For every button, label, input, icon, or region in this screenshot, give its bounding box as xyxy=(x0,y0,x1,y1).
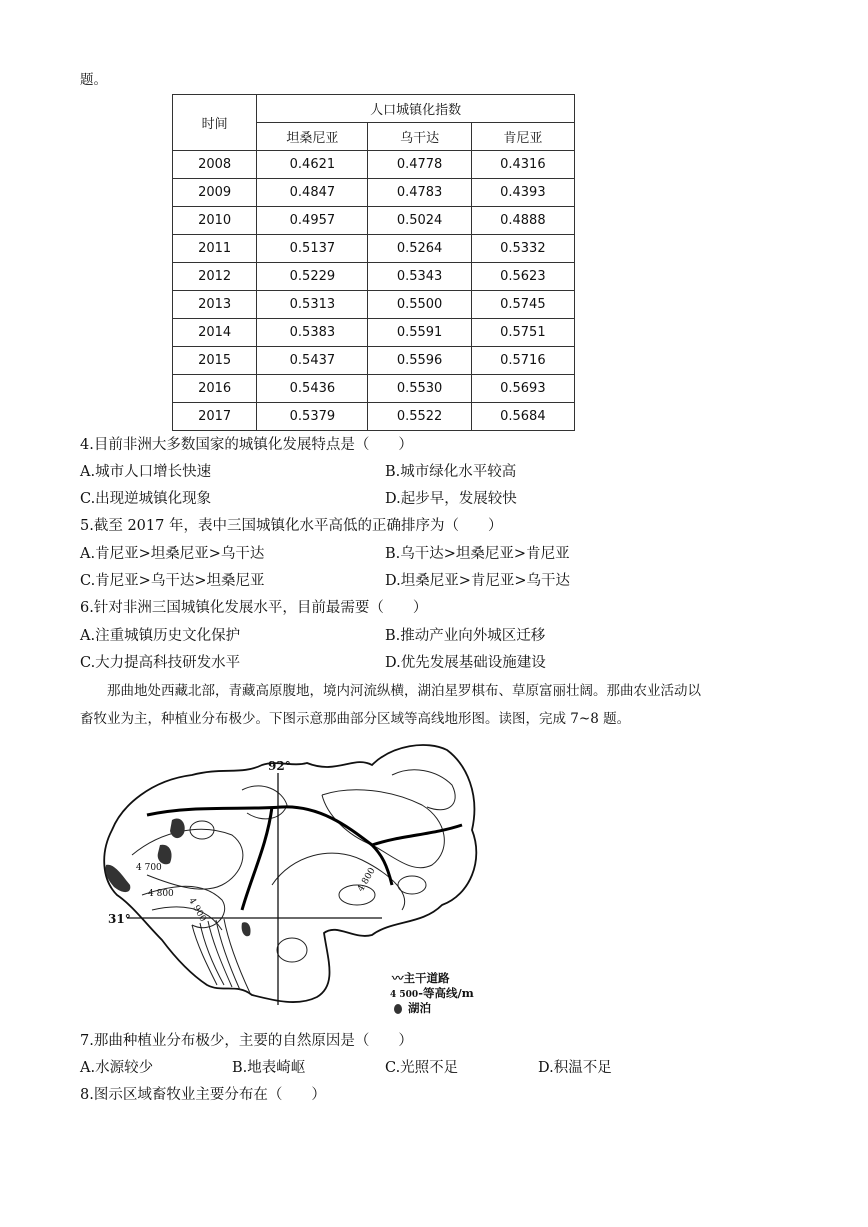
passage-line-2: 畜牧业为主，种植业分布极少。下图示意那曲部分区域等高线地形图。读图，完成 7~8 题。 xyxy=(80,711,631,727)
index-cell: 0.5684 xyxy=(471,403,574,431)
table-row xyxy=(173,179,575,207)
table-row xyxy=(173,403,575,431)
main-road xyxy=(372,825,462,845)
q4-option-a[interactable]: A.城市人口增长快速 xyxy=(80,464,212,480)
q7-option-b[interactable]: B.地表崎岖 xyxy=(232,1060,306,1076)
passage-line-1: 那曲地处西藏北部，青藏高原腹地，境内河流纵横，湖泊星罗棋布、草原富丽壮阔。那曲农业活动以 xyxy=(107,683,701,699)
index-cell: 0.5693 xyxy=(471,375,574,403)
index-cell: 0.4888 xyxy=(471,207,574,235)
table-row xyxy=(173,319,575,347)
q6-option-a[interactable]: A.注重城镇历史文化保护 xyxy=(80,628,241,644)
year-cell: 2011 xyxy=(173,235,257,263)
year-cell: 2014 xyxy=(173,319,257,347)
index-cell: 0.4316 xyxy=(471,151,574,179)
column-header: 肯尼亚 xyxy=(471,123,574,151)
table-row xyxy=(173,291,575,319)
index-cell: 0.4957 xyxy=(257,207,368,235)
year-cell: 2012 xyxy=(173,263,257,291)
contour-label: 4 900 xyxy=(186,896,208,924)
question-8-stem: 8.图示区域畜牧业主要分布在（ ） xyxy=(80,1087,326,1103)
index-cell: 0.5264 xyxy=(368,235,471,263)
question-4-stem: 4.目前非洲大多数国家的城镇化发展特点是（ ） xyxy=(80,437,413,453)
index-cell: 0.5596 xyxy=(368,347,471,375)
q6-option-c[interactable]: C.大力提高科技研发水平 xyxy=(80,655,241,671)
year-cell: 2017 xyxy=(173,403,257,431)
q5-option-c[interactable]: C.肯尼亚>乌干达>坦桑尼亚 xyxy=(80,573,265,589)
index-cell: 0.5530 xyxy=(368,375,471,403)
q6-option-d[interactable]: D.优先发展基础设施建设 xyxy=(385,655,546,671)
table-row xyxy=(173,235,575,263)
index-cell: 0.4393 xyxy=(471,179,574,207)
table-row xyxy=(173,375,575,403)
index-cell: 0.5751 xyxy=(471,319,574,347)
year-cell: 2008 xyxy=(173,151,257,179)
main-road xyxy=(242,807,272,910)
q5-option-a[interactable]: A.肯尼亚>坦桑尼亚>乌干达 xyxy=(80,546,265,562)
q7-option-c[interactable]: C.光照不足 xyxy=(385,1060,459,1076)
latitude-label: 31° xyxy=(108,912,131,926)
index-cell: 0.5024 xyxy=(368,207,471,235)
legend-lake: 湖泊 xyxy=(394,1000,431,1016)
table-row xyxy=(173,151,575,179)
year-cell: 2015 xyxy=(173,347,257,375)
year-cell: 2010 xyxy=(173,207,257,235)
index-cell: 0.5745 xyxy=(471,291,574,319)
index-cell: 0.5522 xyxy=(368,403,471,431)
index-group-header: 人口城镇化指数 xyxy=(257,95,575,123)
index-cell: 0.5591 xyxy=(368,319,471,347)
longitude-label: 92° xyxy=(268,759,291,773)
index-cell: 0.5716 xyxy=(471,347,574,375)
q6-option-b[interactable]: B.推动产业向外城区迁移 xyxy=(385,628,546,644)
q4-option-b[interactable]: B.城市绿化水平较高 xyxy=(385,464,517,480)
legend-road: 〰主干道路 xyxy=(392,971,450,985)
year-cell: 2013 xyxy=(173,291,257,319)
index-cell: 0.5343 xyxy=(368,263,471,291)
index-cell: 0.5313 xyxy=(257,291,368,319)
road-symbol-icon: 〰 xyxy=(392,971,404,985)
year-cell: 2016 xyxy=(173,375,257,403)
q7-option-d[interactable]: D.积温不足 xyxy=(538,1060,612,1076)
nagqu-contour-map xyxy=(92,735,492,1020)
contour-label: 4 700 xyxy=(136,863,162,873)
index-cell: 0.4778 xyxy=(368,151,471,179)
legend-contour: 4 500-等高线/m xyxy=(390,986,474,1000)
year-cell: 2009 xyxy=(173,179,257,207)
q4-option-c[interactable]: C.出现逆城镇化现象 xyxy=(80,491,212,507)
index-cell: 0.5137 xyxy=(257,235,368,263)
contour-label: 4 800 xyxy=(356,866,378,894)
lake xyxy=(170,818,185,838)
index-cell: 0.5436 xyxy=(257,375,368,403)
q7-option-a[interactable]: A.水源较少 xyxy=(80,1060,154,1076)
index-cell: 0.5623 xyxy=(471,263,574,291)
index-cell: 0.5379 xyxy=(257,403,368,431)
previous-question-fragment: 题。 xyxy=(80,72,107,88)
table-row xyxy=(173,263,575,291)
q5-option-b[interactable]: B.乌干达>坦桑尼亚>肯尼亚 xyxy=(385,546,570,562)
index-cell: 0.5229 xyxy=(257,263,368,291)
column-header: 乌干达 xyxy=(368,123,471,151)
question-5-stem: 5.截至 2017 年，表中三国城镇化水平高低的正确排序为（ ） xyxy=(80,518,503,534)
table-row xyxy=(173,347,575,375)
lake-symbol-icon xyxy=(394,1004,402,1014)
q4-option-d[interactable]: D.起步早，发展较快 xyxy=(385,491,517,507)
contour-label: 4 800 xyxy=(148,889,174,899)
region-outline xyxy=(104,745,476,1002)
q5-option-d[interactable]: D.坦桑尼亚>肯尼亚>乌干达 xyxy=(385,573,571,589)
question-6-stem: 6.针对非洲三国城镇化发展水平，目前最需要（ ） xyxy=(80,600,428,616)
table-row xyxy=(173,207,575,235)
index-cell: 0.5500 xyxy=(368,291,471,319)
index-cell: 0.4621 xyxy=(257,151,368,179)
index-cell: 0.4783 xyxy=(368,179,471,207)
lake xyxy=(242,922,251,936)
index-cell: 0.5383 xyxy=(257,319,368,347)
question-7-stem: 7.那曲种植业分布极少，主要的自然原因是（ ） xyxy=(80,1033,413,1049)
urbanization-table xyxy=(172,94,575,431)
index-cell: 0.5332 xyxy=(471,235,574,263)
lake xyxy=(158,845,172,865)
index-cell: 0.4847 xyxy=(257,179,368,207)
index-cell: 0.5437 xyxy=(257,347,368,375)
time-header: 时间 xyxy=(173,95,257,151)
lake xyxy=(105,865,130,892)
column-header: 坦桑尼亚 xyxy=(257,123,368,151)
